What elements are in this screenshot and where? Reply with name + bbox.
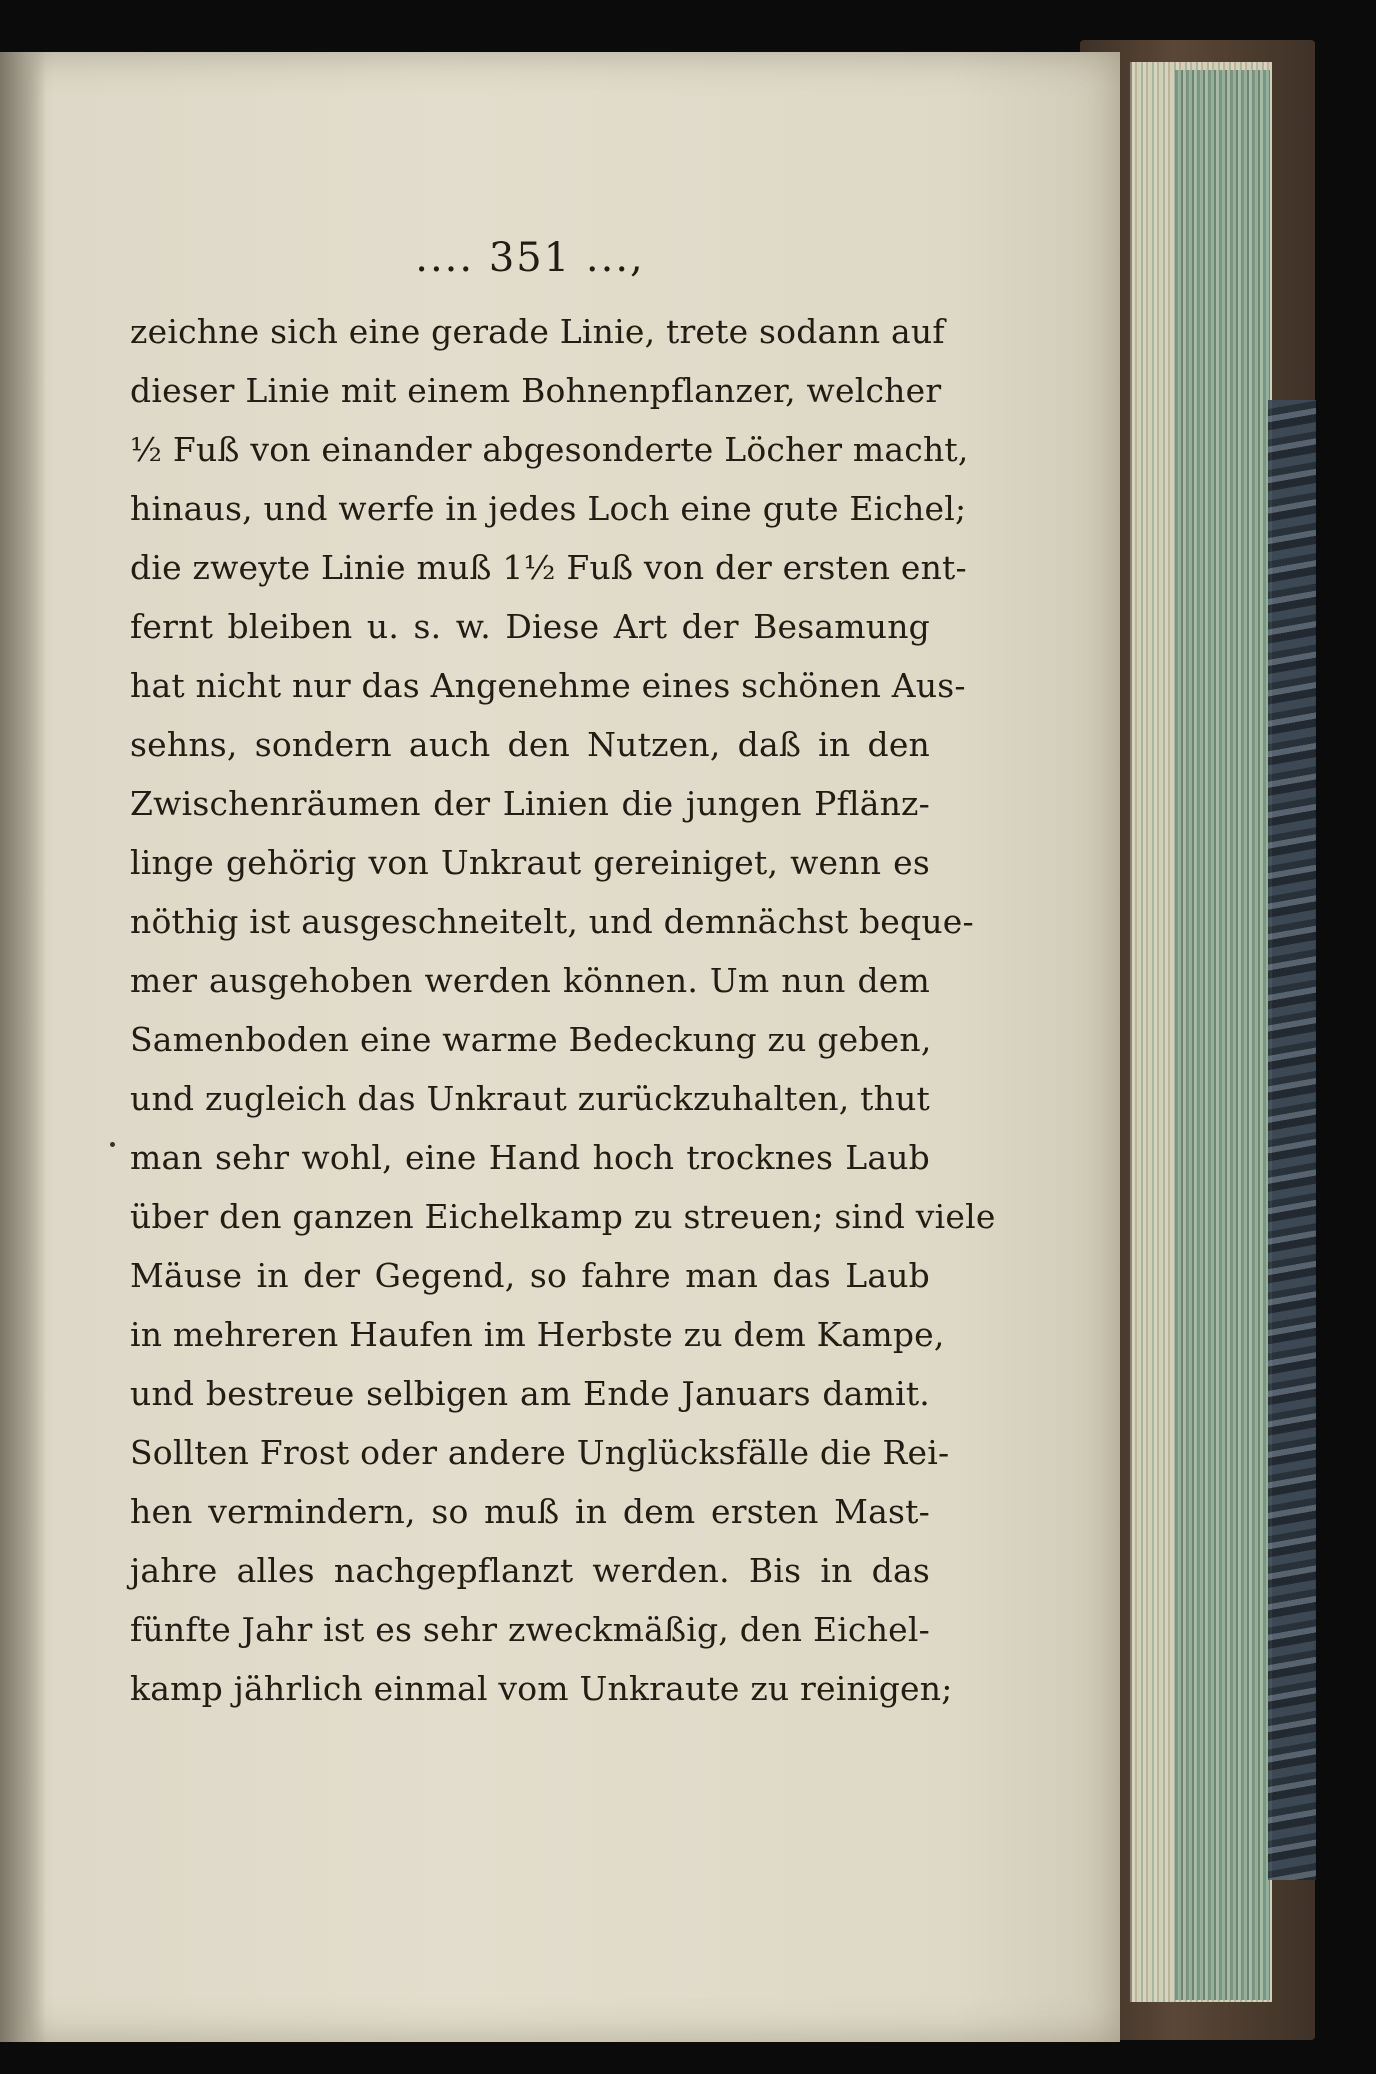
text-line-21: hen vermindern, so muß in dem ersten Mast-	[130, 1492, 930, 1531]
text-line-7: hat nicht nur das Angenehme eines schönen Aus-	[130, 666, 966, 705]
page-text-block	[130, 232, 996, 1718]
page-fore-edge-tint	[1175, 70, 1270, 2000]
page-gutter-shadow	[0, 52, 46, 2042]
text-line-14: und zugleich das Unkraut zurückzuhalten, thut	[130, 1079, 930, 1118]
text-line-6: fernt bleiben u. s. w. Diese Art der Besamung	[130, 607, 930, 646]
text-line-17: Mäuse in der Gegend, so fahre man das Laub	[130, 1256, 930, 1295]
text-line-15: man sehr wohl, eine Hand hoch trocknes Laub	[130, 1138, 930, 1177]
text-line-16: über den ganzen Eichelkamp zu streuen; sind viele	[130, 1197, 996, 1236]
text-line-19: und bestreue selbigen am Ende Januars damit.	[130, 1374, 930, 1413]
text-line-24: kamp jährlich einmal vom Unkraute zu reinigen;	[130, 1669, 953, 1708]
marbled-cover-edge	[1268, 400, 1316, 1880]
text-line-2: dieser Linie mit einem Bohnenpflanzer, welcher	[130, 371, 942, 410]
text-line-20: Sollten Frost oder andere Unglücksfälle die Rei-	[130, 1433, 950, 1472]
text-line-3: ½ Fuß von einander abgesonderte Löcher macht,	[130, 430, 969, 469]
ink-speck	[110, 1142, 115, 1147]
text-line-9: Zwischenräumen der Linien die jungen Pflänz-	[130, 784, 930, 823]
text-line-11: nöthig ist ausgeschneitelt, und demnächst beque-	[130, 902, 974, 941]
text-line-13: Samenboden eine warme Bedeckung zu geben,	[130, 1020, 932, 1059]
text-line-10: linge gehörig von Unkraut gereiniget, wenn es	[130, 843, 930, 882]
text-line-4: hinaus, und werfe in jedes Loch eine gute Eichel;	[130, 489, 967, 528]
text-line-8: sehns, sondern auch den Nutzen, daß in den	[130, 725, 930, 764]
text-line-5: die zweyte Linie muß 1½ Fuß von der ersten ent-	[130, 548, 967, 587]
text-line-12: mer ausgehoben werden können. Um nun dem	[130, 961, 930, 1000]
text-line-1: zeichne sich eine gerade Linie, trete sodann auf	[130, 312, 945, 351]
text-line-18: in mehreren Haufen im Herbste zu dem Kampe,	[130, 1315, 945, 1354]
text-line-23: fünfte Jahr ist es sehr zweckmäßig, den Eichel-	[130, 1610, 930, 1649]
text-line-22: jahre alles nachgepflanzt werden. Bis in das	[130, 1551, 930, 1590]
book-page	[0, 52, 1120, 2042]
page-number: .... 351 ...,	[415, 235, 645, 281]
